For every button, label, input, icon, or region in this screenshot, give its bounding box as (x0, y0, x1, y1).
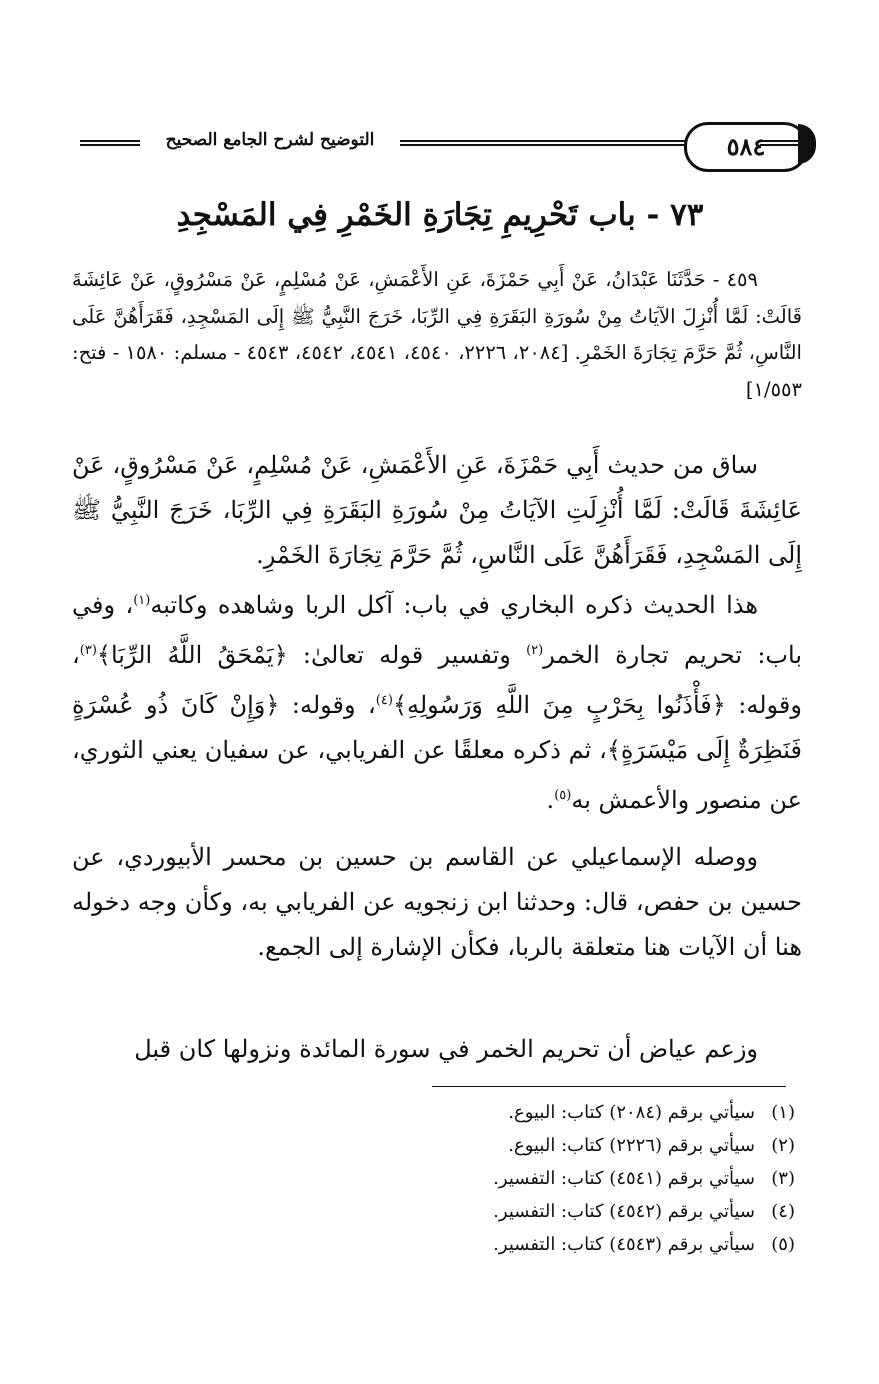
hadith-paragraph: ٤٥٩ - حَدَّثَنَا عَبْدَانُ، عَنْ أَبِي حَمْزَةَ، عَنِ الأَعْمَشِ، عَنْ مُسْلِمٍ، عَنْ مَسْرُوقٍ، عَنْ عَائِشَةَ قَالَتْ: لَمَّا أُنْزِلَ الآيَاتُ مِنْ سُورَةِ البَقَرَةِ فِي الرِّبَا، خَرَجَ النَّبِيُّ ﷺ إِلَى المَسْجِدِ، فَقَرَأَهُنَّ عَلَى النَّاسِ، ثُمَّ حَرَّمَ تِجَارَةَ الخَمْرِ. [٢٠٨٤، ٢٢٢٦، ٤٥٤٠، ٤٥٤١، ٤٥٤٢، ٤٥٤٣ - مسلم: ١٥٨٠ - فتح: ١/٥٥٣] (72, 268, 802, 401)
hadith-text (72, 262, 802, 408)
footnote-number: (١) (771, 1102, 795, 1123)
commentary-paragraph-1: ساق من حديث أَبِي حَمْزَةَ، عَنِ الأَعْمَشِ، عَنْ مُسْلِمٍ، عَنْ مَسْرُوقٍ، عَنْ عَائِشَةَ قَالَتْ: لَمَّا أُنْزِلَتِ الآيَاتُ مِنْ سُورَةِ البَقَرَةِ فِي الرِّبَا، خَرَجَ النَّبِيُّ ﷺ إِلَى المَسْجِدِ، فَقَرَأَهُنَّ عَلَى النَّاسِ، ثُمَّ حَرَّمَ تِجَارَةَ الخَمْرِ. (72, 451, 802, 569)
footnote-ref-3: (٣) (79, 643, 97, 658)
commentary-paragraph-4: وزعم عياض أن تحريم الخمر في سورة المائدة ونزولها كان قبل (134, 1035, 758, 1063)
footnote-1 (400, 1096, 795, 1129)
footnote-ref-2: (٢) (526, 643, 544, 658)
footnote-number: (٣) (771, 1168, 795, 1189)
running-title: التوضيح لشرح الجامع الصحيح (165, 130, 375, 150)
footnote-5 (400, 1228, 795, 1261)
footnote-ref-5: (٥) (554, 788, 572, 803)
footnote-number: (٤) (771, 1201, 795, 1222)
commentary-paragraph-2 (72, 578, 802, 823)
footnote-text: سيأتي برقم (٢٠٨٤) كتاب: البيوع. (508, 1102, 755, 1123)
para2-text-3: وتفسير قوله تعالىٰ: ﴿يَمْحَقُ اللَّهُ الرِّبَا﴾ (96, 641, 527, 669)
header-rule-left (80, 140, 140, 146)
commentary-block (72, 443, 802, 823)
footnote-text: سيأتي برقم (٤٥٤٢) كتاب: التفسير. (493, 1201, 755, 1222)
commentary-block-2 (72, 835, 802, 970)
footnote-number: (٥) (771, 1234, 795, 1255)
para2-text-5: ، وقوله: ﴿وَإِنْ كَانَ ذُو عُسْرَةٍ فَنَظِرَةٌ إِلَى مَيْسَرَةٍ﴾، ثم ذكره معلقًا عن الفريابي، عن سفيان يعني الثوري، عن منصور والأعمش به (72, 691, 802, 814)
para2-text-4: ، وقوله: ﴿فَأْذَنُوا بِحَرْبٍ مِنَ اللَّهِ وَرَسُولِهِ﴾ (72, 641, 802, 719)
page-number: ٥٨٤ (684, 122, 808, 172)
para2-text-2: ، وفي باب: تحريم تجارة الخمر (72, 591, 802, 669)
footnote-ref-4: (٤) (375, 693, 393, 708)
commentary-block-3 (72, 1027, 802, 1072)
footnote-separator (432, 1086, 786, 1087)
footnote-text: سيأتي برقم (٤٥٤١) كتاب: التفسير. (493, 1168, 755, 1189)
footnote-text: سيأتي برقم (٢٢٢٦) كتاب: البيوع. (508, 1135, 755, 1156)
header-rule-middle (400, 140, 700, 146)
footnote-2 (400, 1129, 795, 1162)
para2-text-6: . (546, 786, 555, 814)
footnote-number: (٢) (771, 1135, 795, 1156)
para2-text-1: هذا الحديث ذكره البخاري في باب: آكل الربا وشاهده وكاتبه (150, 591, 758, 619)
footnote-text: سيأتي برقم (٤٥٤٣) كتاب: التفسير. (493, 1234, 755, 1255)
chapter-title: ٧٣ - باب تَحْرِيمِ تِجَارَةِ الخَمْرِ فِي المَسْجِدِ (176, 197, 704, 233)
running-header (70, 118, 810, 172)
footnote-4 (400, 1195, 795, 1228)
footnote-ref-1: (١) (133, 593, 151, 608)
footnote-3 (400, 1162, 795, 1195)
header-rule-right (760, 140, 810, 146)
commentary-paragraph-3: ووصله الإسماعيلي عن القاسم بن حسين بن محسر الأبيوردي، عن حسين بن حفص، قال: وحدثنا ابن زنجويه عن الفريابي به، وكأن وجه دخوله هنا أن الآيات هنا متعلقة بالربا، فكأن الإشارة إلى الجمع. (72, 843, 802, 961)
footnotes (400, 1096, 795, 1261)
